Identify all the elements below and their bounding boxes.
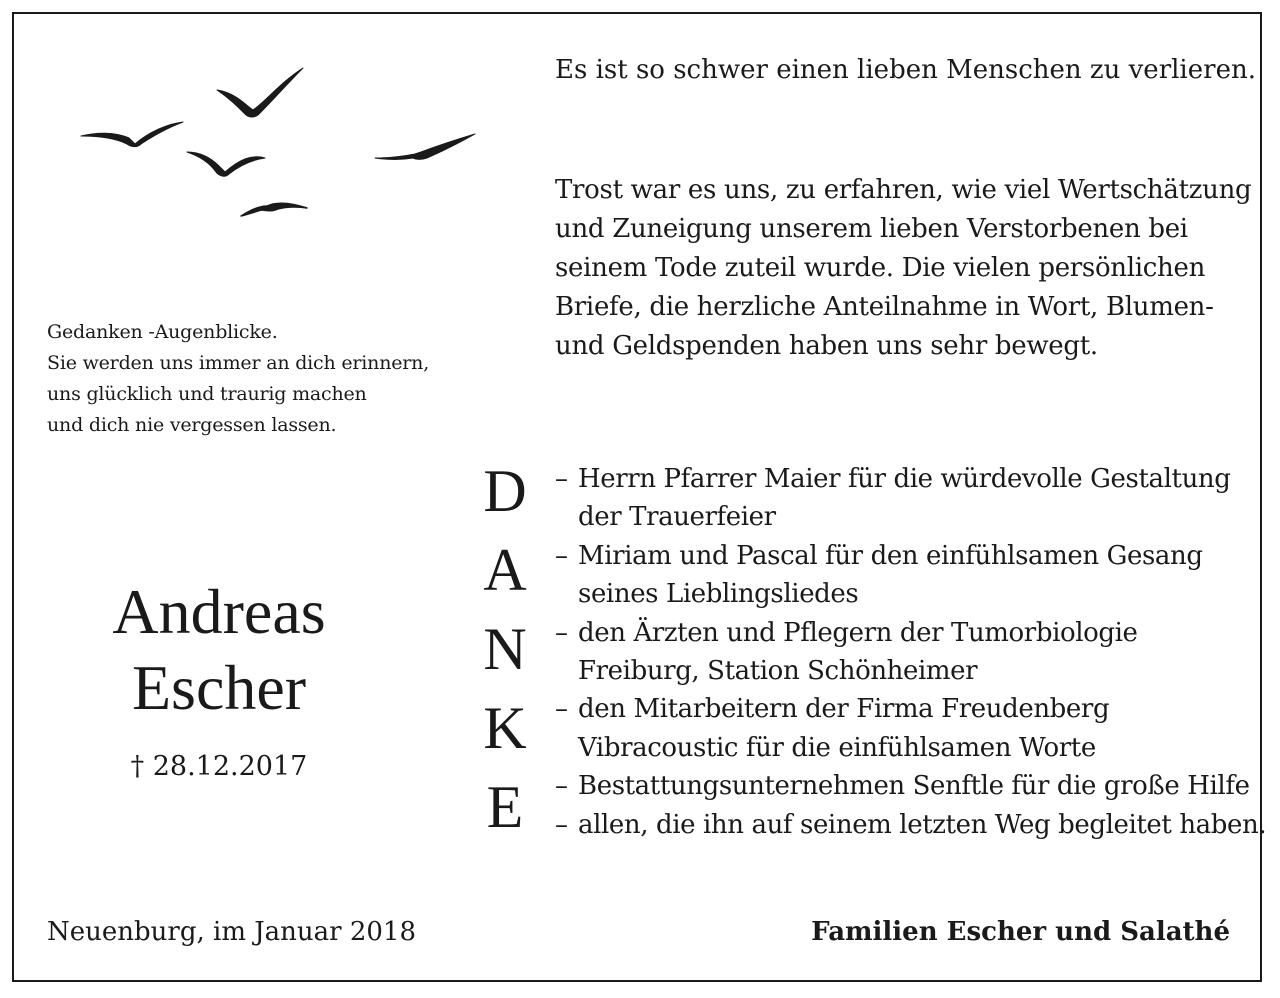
thanks-item [555,460,1266,537]
thanks-item [555,690,1266,767]
intro-sentence: Es ist so schwer einen lieben Menschen zu verlieren. [555,55,1256,85]
danke-vertical-word [480,452,530,847]
danke-letter: N [483,616,527,682]
thanks-line: seines Lieblingsliedes [578,579,859,610]
thanks-line: der Trauerfeier [578,502,776,533]
poem-line: Gedanken -Augenblicke. [47,321,278,343]
thanks-item [555,767,1266,805]
deceased-last-name: Escher [131,652,307,723]
thanks-item [555,806,1266,844]
thanks-line: Vibracoustic für die einfühlsamen Worte [578,732,1096,763]
deceased-name [54,574,384,726]
danke-letter: D [483,458,527,524]
thanks-line: Freiburg, Station Schönheimer [578,656,978,687]
deceased-first-name: Andreas [112,576,326,647]
thanks-line: den Mitarbeitern der Firma Freudenberg [578,694,1110,725]
death-date: † 28.12.2017 [130,751,308,782]
thanks-line: Miriam und Pascal für den einfühlsamen Gesang [578,540,1203,571]
dash-bullet: – [555,694,568,725]
gratitude-paragraph [555,171,1251,366]
dash-bullet: – [555,771,568,802]
dash-bullet: – [555,464,568,494]
thanks-line: den Ärzten und Pflegern der Tumorbiologie [578,617,1138,648]
dash-bullet: – [555,617,568,648]
thanks-item [555,537,1266,614]
danke-letter: A [483,537,527,603]
paragraph-line: und Zuneigung unserem lieben Verstorbenen bei [555,214,1188,244]
poem-line: und dich nie vergessen lassen. [47,414,337,436]
flying-birds-icon [69,54,489,234]
dash-bullet: – [555,540,568,571]
obituary-thanks-notice [12,12,1267,982]
family-signature: Familien Escher und Salathé [811,917,1230,947]
thanks-line: allen, die ihn auf seinem letzten Weg begleitet haben. [578,809,1267,840]
paragraph-line: seinem Tode zuteil wurde. Die vielen persönlichen [555,253,1206,283]
thanks-line: Bestattungsunternehmen Senftle für die große Hilfe [578,771,1250,802]
poem-line: Sie werden uns immer an dich erinnern, [47,352,430,374]
danke-letter: K [483,695,527,761]
place-and-date: Neuenburg, im Januar 2018 [47,917,417,947]
danke-letter: E [486,774,524,840]
thanks-item [555,614,1266,691]
paragraph-line: und Geldspenden haben uns sehr bewegt. [555,331,1098,361]
poem-line: uns glücklich und traurig machen [47,383,367,405]
thanks-list [555,460,1266,844]
dash-bullet: – [555,809,568,840]
paragraph-line: Briefe, die herzliche Anteilnahme in Wort, Blumen- [555,292,1214,322]
paragraph-line: Trost war es uns, zu erfahren, wie viel Wertschätzung [555,175,1252,205]
thanks-line: Herrn Pfarrer Maier für die würdevolle Gestaltung [578,464,1231,494]
memorial-poem [47,317,467,441]
